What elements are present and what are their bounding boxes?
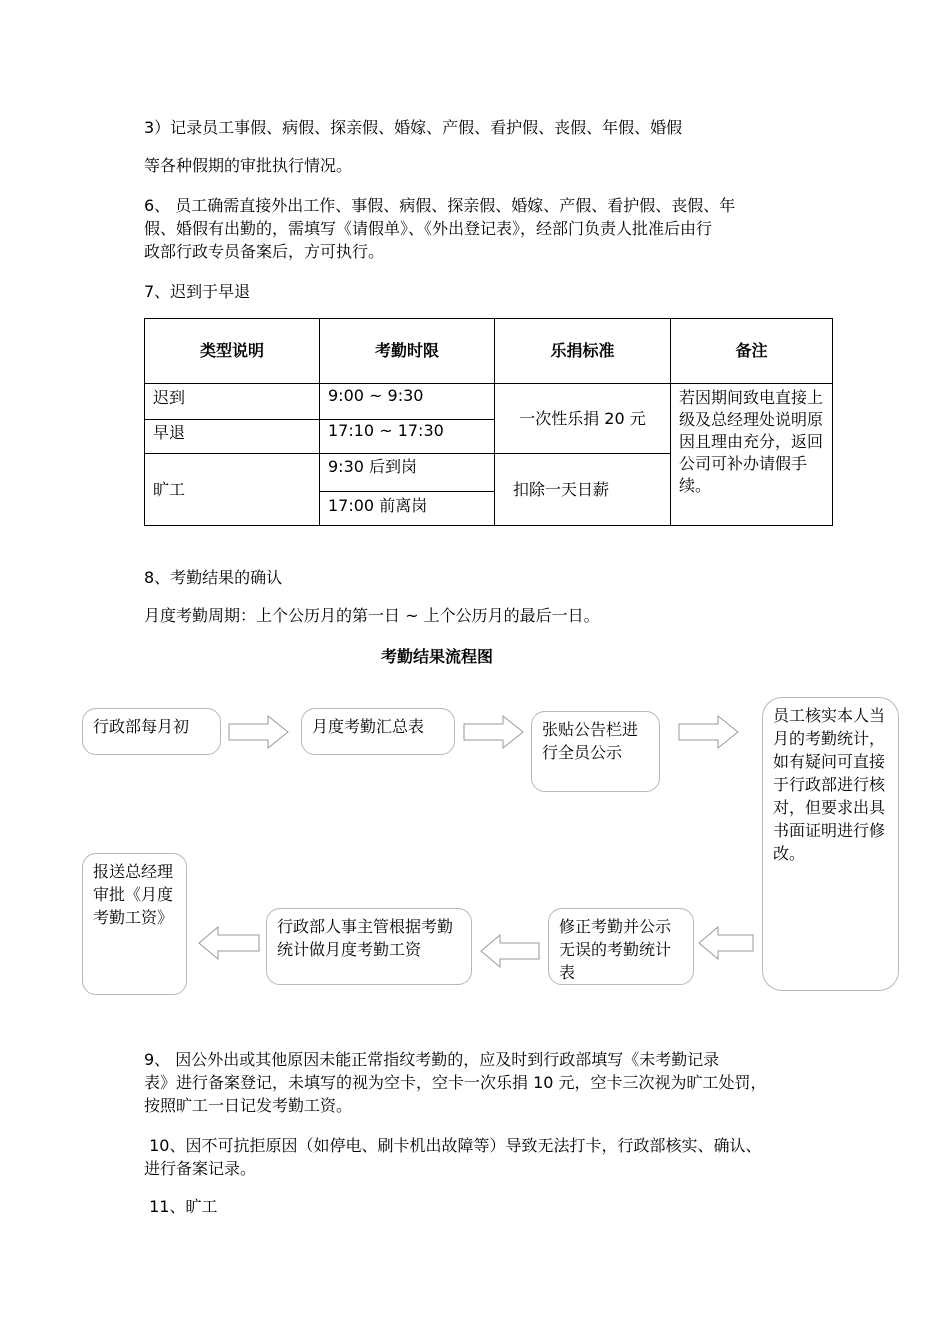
table-header-cell: 乐捐标准 [495,319,671,384]
paragraph-9-line1: 9、 因公外出或其他原因未能正常指纹考勤的，应及时到行政部填写《未考勤记录 [144,1050,720,1069]
table-cell-type: 旷工 [145,454,320,526]
attendance-period: 月度考勤周期：上个公历月的第一日 ~ 上个公历月的最后一日。 [144,606,600,625]
table-row [145,384,833,420]
paragraph-9-line2: 表》进行备案登记，未填写的视为空卡，空卡一次乐捐 10 元，空卡三次视为旷工处罚， [144,1073,767,1092]
table-header-cell: 考勤时限 [320,319,495,384]
table-cell-type: 迟到 [145,384,320,420]
flowchart-title: 考勤结果流程图 [381,647,494,666]
paragraph-3-line2: 等各种假期的审批执行情况。 [144,156,353,175]
paragraph-9-line3: 按照旷工一日记发考勤工资。 [144,1096,353,1115]
left-arrow-icon [698,926,754,960]
paragraph-6-line3: 政部行政专员备案后，方可执行。 [144,242,385,261]
paragraph-3-line1: 3）记录员工事假、病假、探亲假、婚嫁、产假、看护假、丧假、年假、婚假 [144,118,683,137]
right-arrow-icon [678,715,740,749]
right-arrow-icon [463,715,525,749]
flow-step-ceo-approval: 报送总经理审批《月度考勤工资》 [82,853,187,995]
right-arrow-icon [228,715,290,749]
section-8-heading: 8、考勤结果的确认 [144,568,283,587]
flow-step-summary-table: 月度考勤汇总表 [301,708,455,755]
paragraph-10-line2: 进行备案记录。 [144,1159,257,1178]
table-cell-penalty: 一次性乐捐 20 元 [495,384,671,454]
attendance-table [144,318,833,526]
table-cell-time: 17:00 前离岗 [320,492,495,526]
flow-step-post-notice: 张贴公告栏进行全员公示 [531,711,660,792]
table-header-cell: 备注 [671,319,833,384]
section-7-heading: 7、迟到于早退 [144,282,251,301]
left-arrow-icon [480,934,540,968]
table-cell-type: 早退 [145,420,320,454]
table-header-cell: 类型说明 [145,319,320,384]
table-cell-time: 9:30 后到岗 [320,454,495,492]
paragraph-6-line1: 6、 员工确需直接外出工作、事假、病假、探亲假、婚嫁、产假、看护假、丧假、年 [144,196,736,215]
left-arrow-icon [198,926,260,960]
table-cell-time: 17:10 ~ 17:30 [320,420,495,454]
flow-step-calc-salary: 行政部人事主管根据考勤统计做月度考勤工资 [266,908,472,985]
flow-step-correct-publish: 修正考勤并公示无误的考勤统计表 [548,908,694,985]
flow-step-employee-verify: 员工核实本人当月的考勤统计，如有疑问可直接于行政部进行核对，但要求出具书面证明进行修改。 [762,697,899,991]
section-11-heading: 11、旷工 [144,1197,218,1216]
table-cell-time: 9:00 ~ 9:30 [320,384,495,420]
table-header-row [145,319,833,384]
table-cell-note: 若因期间致电直接上级及总经理处说明原因且理由充分，返回公司可补办请假手续。 [671,384,833,526]
paragraph-6-line2: 假、婚假有出勤的，需填写《请假单》、《外出登记表》，经部门负责人批准后由行 [144,219,713,238]
flow-step-monthly-start: 行政部每月初 [82,708,221,755]
paragraph-10-line1: 10、因不可抗拒原因（如停电、刷卡机出故障等）导致无法打卡，行政部核实、确认、 [144,1136,762,1155]
table-cell-penalty: 扣除一天日薪 [495,454,671,526]
